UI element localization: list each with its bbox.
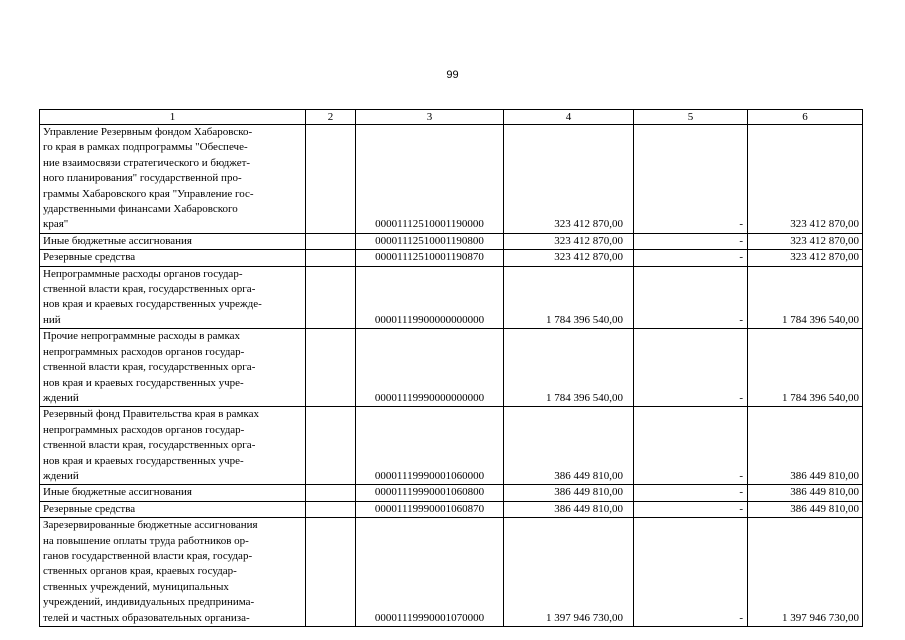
table-row <box>40 266 863 329</box>
change-cell: - <box>634 501 748 517</box>
column-header: 6 <box>748 110 863 125</box>
empty-cell <box>306 233 356 249</box>
total-cell: 386 449 810,00 <box>748 407 863 485</box>
change-cell: - <box>634 233 748 249</box>
expense-name-cell: Иные бюджетные ассигнования <box>40 485 306 501</box>
change-cell: - <box>634 518 748 627</box>
amount-cell: 386 449 810,00 <box>504 485 634 501</box>
column-header: 5 <box>634 110 748 125</box>
change-cell: - <box>634 266 748 329</box>
change-cell: - <box>634 485 748 501</box>
amount-cell: 323 412 870,00 <box>504 125 634 234</box>
empty-cell <box>306 125 356 234</box>
empty-cell <box>306 501 356 517</box>
expense-name-cell: Зарезервированные бюджетные ассигнования на повышение оплаты труда работников ор- ганов государственной власти края, государ- ственных органов края, краевых государ- ственных учреждений, муниципальных учреждений, индивидуальных предпринима- телей и частных образовательных организа- <box>40 518 306 627</box>
amount-cell: 1 397 946 730,00 <box>504 518 634 627</box>
expense-name-cell: Резервные средства <box>40 250 306 266</box>
total-cell: 323 412 870,00 <box>748 233 863 249</box>
code-cell: 00001119990001070000 <box>356 518 504 627</box>
code-cell: 00001112510001190800 <box>356 233 504 249</box>
amount-cell: 386 449 810,00 <box>504 501 634 517</box>
table-row <box>40 407 863 485</box>
change-cell: - <box>634 407 748 485</box>
budget-table <box>39 109 863 627</box>
code-cell: 00001119990001060870 <box>356 501 504 517</box>
amount-cell: 1 784 396 540,00 <box>504 329 634 407</box>
expense-name-cell: Резервные средства <box>40 501 306 517</box>
code-cell: 00001112510001190000 <box>356 125 504 234</box>
table-row <box>40 125 863 234</box>
amount-cell: 323 412 870,00 <box>504 233 634 249</box>
code-cell: 00001112510001190870 <box>356 250 504 266</box>
table-row <box>40 518 863 627</box>
total-cell: 386 449 810,00 <box>748 501 863 517</box>
empty-cell <box>306 250 356 266</box>
empty-cell <box>306 485 356 501</box>
table-row <box>40 250 863 266</box>
expense-name-cell: Резервный фонд Правительства края в рамках непрограммных расходов органов государ- ственной власти края, государственных орга- нов края и краевых государственных учре- ждений <box>40 407 306 485</box>
code-cell: 00001119990000000000 <box>356 329 504 407</box>
page-number: 99 <box>446 69 459 81</box>
total-cell: 1 784 396 540,00 <box>748 329 863 407</box>
expense-name-cell: Прочие непрограммные расходы в рамках непрограммных расходов органов государ- ственной власти края, государственных орга- нов края и краевых государственных учре- ждений <box>40 329 306 407</box>
empty-cell <box>306 518 356 627</box>
table-row <box>40 501 863 517</box>
amount-cell: 386 449 810,00 <box>504 407 634 485</box>
empty-cell <box>306 266 356 329</box>
amount-cell: 1 784 396 540,00 <box>504 266 634 329</box>
empty-cell <box>306 407 356 485</box>
code-cell: 00001119990001060800 <box>356 485 504 501</box>
expense-name-cell: Непрограммные расходы органов государ- ственной власти края, государственных орга- нов края и краевых государственных учрежде- ний <box>40 266 306 329</box>
total-cell: 1 784 396 540,00 <box>748 266 863 329</box>
total-cell: 323 412 870,00 <box>748 250 863 266</box>
change-cell: - <box>634 250 748 266</box>
column-header: 3 <box>356 110 504 125</box>
code-cell: 00001119900000000000 <box>356 266 504 329</box>
expense-name-cell: Иные бюджетные ассигнования <box>40 233 306 249</box>
code-cell: 00001119990001060000 <box>356 407 504 485</box>
table-row <box>40 233 863 249</box>
column-header: 2 <box>306 110 356 125</box>
total-cell: 386 449 810,00 <box>748 485 863 501</box>
table-row <box>40 485 863 501</box>
total-cell: 1 397 946 730,00 <box>748 518 863 627</box>
change-cell: - <box>634 329 748 407</box>
total-cell: 323 412 870,00 <box>748 125 863 234</box>
empty-cell <box>306 329 356 407</box>
table-row <box>40 329 863 407</box>
column-header: 1 <box>40 110 306 125</box>
change-cell: - <box>634 125 748 234</box>
expense-name-cell: Управление Резервным фондом Хабаровско- го края в рамках подпрограммы "Обеспече- ние взаимосвязи стратегического и бюджет- ного планирования" государственной про- граммы Хабаровского края "Управление гос- ударственными финансами Хабаровского края" <box>40 125 306 234</box>
table-header-row <box>40 110 863 125</box>
amount-cell: 323 412 870,00 <box>504 250 634 266</box>
column-header: 4 <box>504 110 634 125</box>
